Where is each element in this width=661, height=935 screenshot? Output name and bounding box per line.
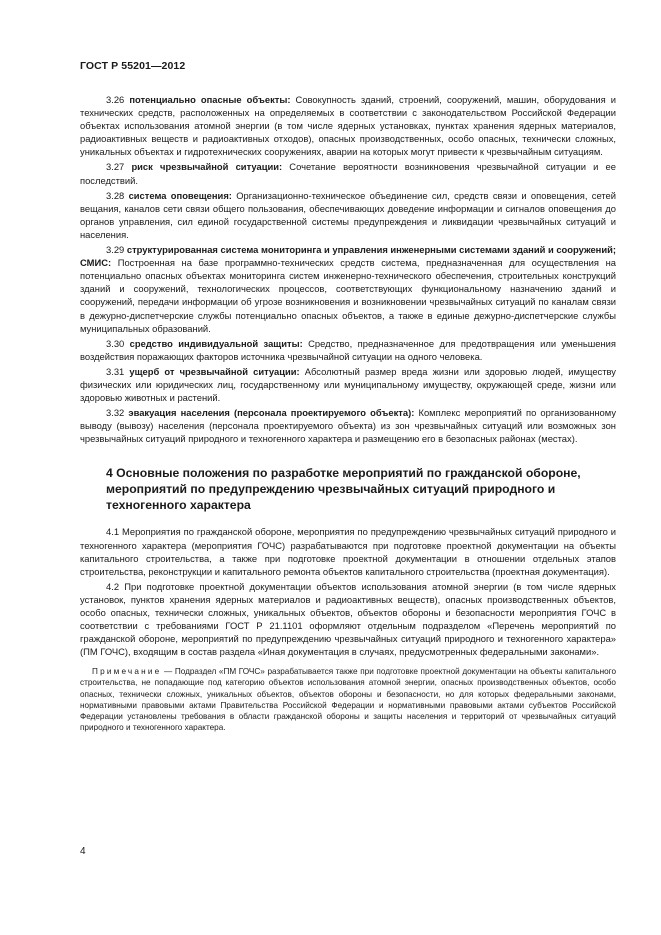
definition-text: Комплекс мероприятий по организованному выводу (вывозу) населения (персонала проектируемого объекта) из зон чрезвычайных ситуаций или возможных зон чрезвычайных ситуаций природного и техногенного характера и размещению его в безопасных районах (местах). [80, 407, 617, 445]
definition-number: 3.28 [106, 189, 125, 201]
definition-text: Средство, предназначенное для предотвращения или уменьшения воздействия поражающих факторов источника чрезвычайной ситуации на одного человека. [80, 337, 617, 362]
section-heading: 4 Основные положения по разработке мероприятий по гражданской обороне, мероприятий по предупреждению чрезвычайных ситуаций природного и техногенного характера [106, 466, 581, 513]
page-number: 4 [80, 846, 86, 857]
definition-paragraph [80, 337, 616, 363]
document-body [80, 93, 616, 733]
definition-paragraph [80, 189, 616, 241]
definition-term: эвакуация населения (персонала проектируемого объекта): [128, 407, 415, 419]
definition-number: 3.32 [106, 407, 125, 419]
definition-term: ущерб от чрезвычайной ситуации: [129, 365, 300, 377]
definition-text: Абсолютный размер вреда жизни или здоровью людей, имуществу физических или юридических лиц, государственному или муниципальному имуществу, окружающей среде, жизни или здоровью животных и растений. [80, 365, 616, 404]
definition-term: структурированная система мониторинга и управления инженерными системами зданий и сооружений; СМИС: [80, 244, 616, 269]
definition-text: Организационно-техническое объединение сил, средств связи и оповещения, сетей вещания, каналов сети связи общего пользования, обеспечивающих доведение информации и сигналов оповещения до органов управления, сил единой государственной системы предупреждения и ликвидации чрезвычайных ситуаций и населения. [80, 189, 616, 240]
section-paragraph: 4.1 Мероприятия по гражданской обороне, мероприятия по предупреждению чрезвычайных ситуаций природного и техногенного характера (мероприятия ГОЧС) разрабатываются при подготовке проектной документации на объекты капитального строительства, а также при подготовке проектной документации в отношении отдельных этапов строительства, реконструкции и капитального ремонта объектов капитального строительства (проектная документация). [80, 526, 616, 577]
definition-paragraph [80, 406, 616, 445]
definition-number: 3.26 [106, 94, 125, 105]
definition-number: 3.30 [106, 337, 125, 349]
document-header: ГОСТ Р 55201—2012 [80, 60, 186, 72]
note-text: — Подраздел «ПМ ГОЧС» разрабатывается также при подготовке проектной документации на объекты капитального строительства, не попадающие под категорию объектов использования атомной энергии, опасных производственных объектов, особо опасных, технически сложных, уникальных объектов, объектов обороны и безопасности, но для которых федеральными законами, нормативными правовыми актами Правительства Российской Федерации и нормативными правовыми актами субъектов Российской Федерации установлены требования в области гражданской обороны и защиты населения и территорий от чрезвычайных ситуаций природного и техногенного характера. [80, 667, 616, 732]
definition-paragraph [80, 243, 616, 335]
definition-number: 3.31 [106, 365, 125, 377]
definition-paragraph [80, 365, 616, 404]
definition-number: 3.29 [106, 244, 125, 256]
definition-text: Сочетание вероятности возникновения чрезвычайной ситуации и ее последствий. [80, 161, 616, 186]
note [80, 666, 616, 733]
definition-term: средство индивидуальной защиты: [129, 337, 303, 349]
definition-term: риск чрезвычайной ситуации: [131, 161, 283, 173]
definition-paragraph [80, 93, 616, 158]
definition-term: система оповещения: [128, 189, 232, 201]
definition-term: потенциально опасные объекты: [129, 94, 291, 105]
definition-text: Совокупность зданий, строений, сооружений, машин, оборудования и технических средств, расположенных на определяемых в соответствии с законодательством Российской Федерации объектах использования атомной энергии (в том числе ядерных установках, пунктах хранения ядерных материалов, радиоактивных веществ и радиоактивных отходов), опасных производственных, особо опасных, технически сложных, уникальных объектах и гидротехнических сооружениях, аварии на которых могут привести к чрезвычайным ситуациям. [80, 94, 617, 158]
note-label: Примечание [92, 667, 162, 677]
definition-number: 3.27 [106, 161, 125, 173]
section-paragraph: 4.2 При подготовке проектной документации объектов использования атомной энергии (в том числе ядерных установок, пунктов хранения ядерных материалов и радиоактивных веществ), опасных производственных объектов, особо опасных, технически сложных, уникальных объектов, объектов обороны и безопасности мероприятия ГОЧС в соответствии с требованиями ГОСТ Р 21.1101 оформляют отдельным подразделом «Перечень мероприятий по гражданской обороне, мероприятий по предупреждению чрезвычайных ситуаций природного и техногенного характера» (ПМ ГОЧС), входящим в состав раздела «Иная документация в случаях, предусмотренных федеральными законами». [80, 580, 616, 658]
definition-paragraph [80, 160, 616, 186]
definition-text: Построенная на базе программно-технических средств система, предназначенная для осуществления на потенциально опасных объектах мониторинга систем инженерно-технического обеспечения, строительных конструкций зданий и сооружений, технологических процессов, соответствующих функциональному назначению зданий и сооружений, передачи информации об угрозе возникновения и возникновении чрезвычайных ситуаций по каналам связи в дежурно-диспетчерские службы потенциально опасных объектов, а также в единые дежурно-диспетчерские службы муниципальных образований. [80, 257, 616, 334]
